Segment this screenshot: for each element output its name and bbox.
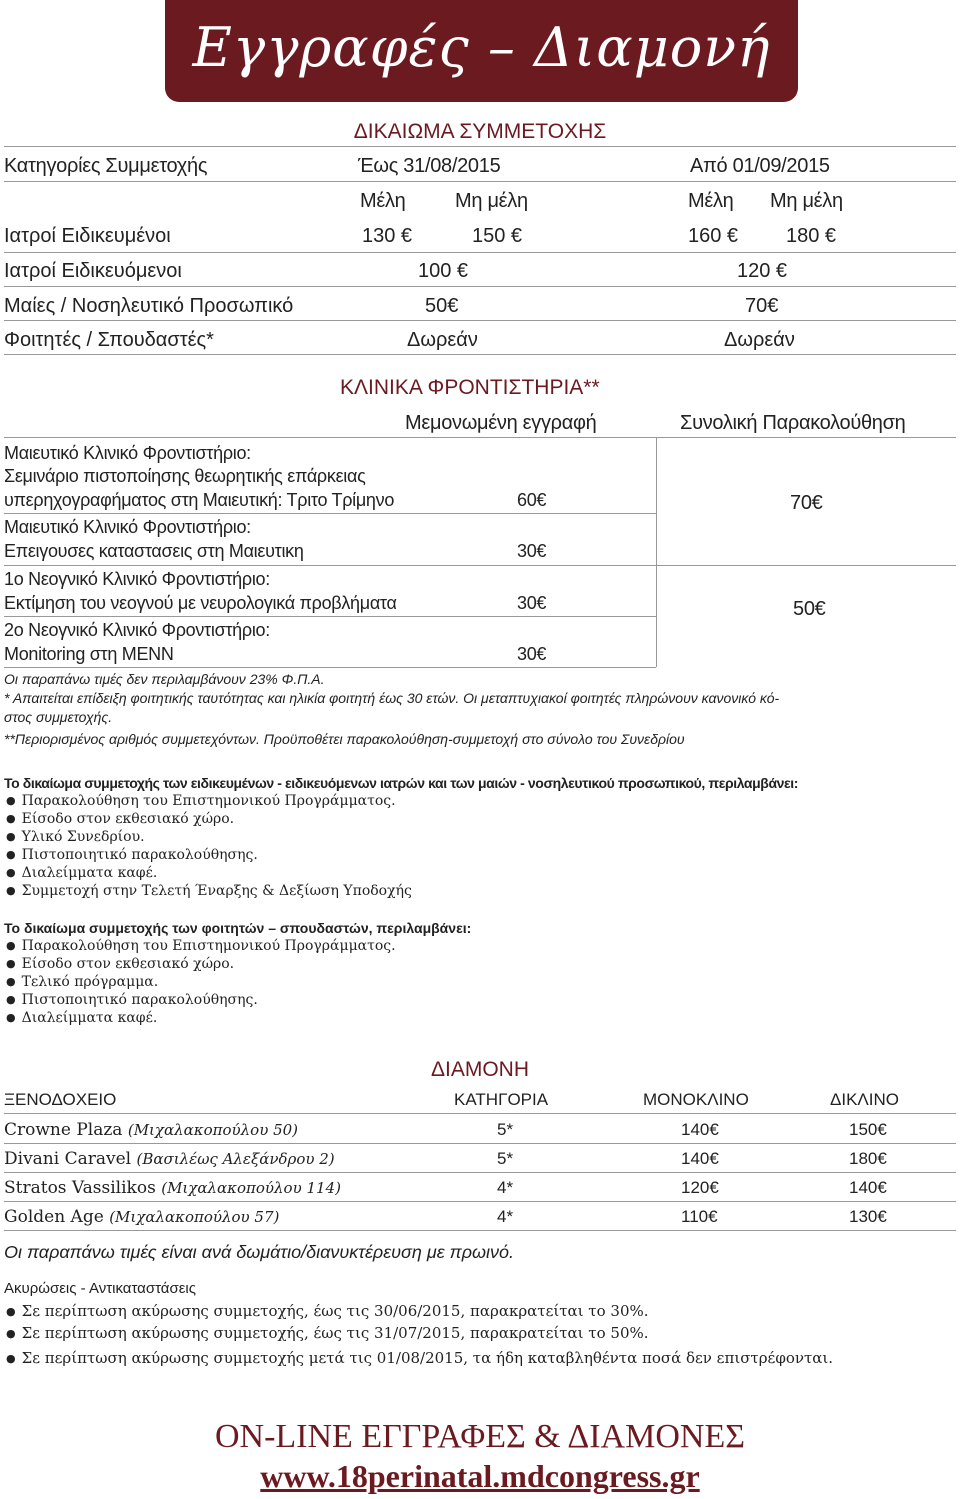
clinical-item-price: 30€ (517, 541, 547, 561)
fees-row-price: 120 € (737, 260, 788, 282)
hotel-address: (Μιχαλακοπούλου 114) (161, 1179, 341, 1197)
fees-row-price: 150 € (472, 225, 523, 247)
clinical-total-price: 70€ (790, 492, 823, 514)
clinical-col-single: Μεμονωμένη εγγραφή (405, 412, 597, 434)
clinical-item-line: Μαιευτικό Κλινικό Φροντιστήριο: (4, 443, 251, 463)
divider (4, 1201, 956, 1202)
divider (4, 513, 656, 514)
divider (4, 320, 956, 321)
divider (4, 667, 656, 668)
hotels-heading: ΔΙΑΜΟΝΗ (430, 1058, 530, 1081)
clinical-item-line: Επειγουσες καταστασεις στη Μαιευτικη (4, 541, 304, 561)
hotel-name: Divani Caravel (4, 1149, 132, 1169)
vat-note: Οι παραπάνω τιμές δεν περιλαμβάνουν 23% Φ.Π.Α. (4, 671, 325, 687)
fees-members-1: Μέλη (360, 190, 406, 212)
divider (4, 1172, 956, 1173)
divider (4, 565, 956, 566)
hotel-name: Golden Age (4, 1207, 104, 1227)
clinical-item-price: 30€ (517, 644, 547, 664)
fees-period-2: Από 01/09/2015 (690, 155, 830, 177)
fees-row-price: 100 € (418, 260, 469, 282)
limited-note: **Περιορισμένος αριθμός συμμετεχόντων. Προϋποθέτει παρακολούθηση-συμμετοχή στο σύνολο του Συνεδρίου (4, 731, 685, 747)
hotel-row-name (4, 1178, 341, 1198)
clinical-heading: ΚΛΙΝΙΚΑ ΦΡΟΝΤΙΣΤΗΡΙΑ** (340, 376, 600, 399)
clinical-item-line: 2ο Νεογνικό Κλινικό Φροντιστήριο: (4, 620, 270, 640)
clinical-item-line: Μαιευτικό Κλινικό Φροντιστήριο: (4, 517, 251, 537)
fees-row-price: 130 € (362, 225, 413, 247)
hotels-col-double: ΔΙΚΛΙΝΟ (830, 1090, 899, 1109)
fees-row-label: Ιατροί Ειδικευόμενοι (4, 260, 182, 282)
list-item: ● Είσοδο στον εκθεσιακό χώρο. (6, 811, 234, 827)
list-item: ● Διαλείμματα καφέ. (6, 865, 157, 881)
fees-row-label: Μαίες / Νοσηλευτικό Προσωπικό (4, 295, 294, 317)
divider (4, 286, 956, 287)
hotel-address: (Βασιλέως Αλεξάνδρου 2) (136, 1150, 335, 1168)
list-item: ● Παρακολούθηση του Επιστημονικού Προγράμματος. (6, 793, 396, 809)
clinical-item-price: 30€ (517, 593, 547, 613)
fees-row-price: 70€ (745, 295, 779, 317)
hotel-address: (Μιχαλακοπούλου 50) (127, 1121, 299, 1139)
hotel-single-price: 140€ (681, 1120, 719, 1139)
clinical-item-line: υπερηχογραφήματος στη Μαιευτική: Τριτο Τρίμηνο (4, 490, 395, 510)
divider (4, 181, 956, 182)
clinical-col-total: Συνολική Παρακολούθηση (680, 412, 906, 434)
online-registration-cta: ON-LINE ΕΓΓΡΑΦΕΣ & ΔΙΑΜΟΝΕΣ (214, 1418, 746, 1455)
hotel-category: 4* (497, 1178, 514, 1197)
list-item: ● Σε περίπτωση ακύρωσης συμμετοχής, έως τις 31/07/2015, παρακρατείται το 50%. (6, 1324, 649, 1342)
fees-row-price: Δωρεάν (407, 329, 478, 351)
list-item: ● Σε περίπτωση ακύρωσης συμμετοχής, έως τις 30/06/2015, παρακρατείται το 30%. (6, 1302, 649, 1320)
hotel-address: (Μιχαλακοπούλου 57) (109, 1208, 280, 1226)
students-note: * Απαιτείται επίδειξη φοιτητικής ταυτότητας και ηλικία φοιτητή έως 30 ετών. Οι μεταπτυχιακοί φοιτητές πληρώνουν κανονικό κό- (4, 690, 780, 706)
clinical-item-price: 60€ (517, 490, 547, 510)
hotel-category: 5* (497, 1120, 514, 1139)
list-item: ● Παρακολούθηση του Επιστημονικού Προγράμματος. (6, 938, 396, 954)
column-divider (656, 437, 657, 667)
divider (4, 354, 956, 355)
hotels-col-category: ΚΑΤΗΓΟΡΙΑ (454, 1090, 549, 1109)
fees-non-members-2: Μη μέλη (770, 190, 843, 212)
banner-title: Εγγραφές – Διαμονή (192, 16, 771, 79)
fees-row-price: 50€ (425, 295, 459, 317)
includes-students-title: Το δικαίωμα συμμετοχής των φοιτητών – σπουδαστών, περιλαμβάνει: (4, 920, 472, 936)
website-link[interactable]: www.18perinatal.mdcongress.gr (260, 1458, 700, 1494)
includes-pro-title: Το δικαίωμα συμμετοχής των ειδικευμένων - ειδικευόμενων ιατρών και των μαιών - νοσηλευτικού προσωπικού, περιλαμβάνει: (4, 775, 799, 791)
clinical-item-line: Σεμινάριο πιστοποίησης θεωρητικής επάρκειας (4, 466, 366, 486)
hotels-col-single: ΜΟΝΟΚΛΙΝΟ (643, 1090, 749, 1109)
title-banner (165, 0, 798, 102)
hotel-row-name (4, 1120, 298, 1140)
list-item: ● Πιστοποιητικό παρακολούθησης. (6, 847, 258, 863)
clinical-item-line: Monitoring στη ΜΕΝΝ (4, 644, 174, 664)
hotel-double-price: 180€ (849, 1149, 887, 1168)
divider (4, 252, 956, 253)
list-item: ● Υλικό Συνεδρίου. (6, 829, 145, 845)
fees-row-label: Φοιτητές / Σπουδαστές* (4, 329, 214, 351)
divider (4, 146, 956, 147)
divider (4, 1113, 956, 1114)
fees-non-members-1: Μη μέλη (455, 190, 528, 212)
clinical-total-price: 50€ (793, 598, 826, 620)
hotel-single-price: 110€ (681, 1207, 718, 1226)
fees-row-price: Δωρεάν (724, 329, 795, 351)
list-item: ● Είσοδο στον εκθεσιακό χώρο. (6, 956, 234, 972)
list-item: ● Πιστοποιητικό παρακολούθησης. (6, 992, 258, 1008)
hotel-single-price: 120€ (681, 1178, 719, 1197)
fees-period-1: Έως 31/08/2015 (358, 155, 501, 177)
divider (4, 437, 956, 438)
hotel-single-price: 140€ (681, 1149, 719, 1168)
hotel-double-price: 130€ (849, 1207, 887, 1226)
students-note-cont: στος συμμετοχής. (4, 709, 113, 725)
hotel-double-price: 140€ (849, 1178, 887, 1197)
list-item: ● Τελικό πρόγραμμα. (6, 974, 158, 990)
hotel-name: Crowne Plaza (4, 1120, 123, 1140)
hotels-col-hotel: ΞΕΝΟΔΟΧΕΙΟ (4, 1090, 117, 1109)
list-item: ● Συμμετοχή στην Τελετή Έναρξης & Δεξίωση Υποδοχής (6, 883, 412, 899)
list-item: ● Διαλείμματα καφέ. (6, 1010, 157, 1026)
divider (4, 1230, 956, 1231)
hotel-category: 4* (497, 1207, 514, 1226)
fees-col-category: Κατηγορίες Συμμετοχής (4, 155, 208, 177)
hotels-note: Οι παραπάνω τιμές είναι ανά δωμάτιο/διανυκτέρευση με πρωινό. (4, 1242, 515, 1262)
list-item: ● Σε περίπτωση ακύρωσης συμμετοχής μετά τις 01/08/2015, τα ήδη καταβληθέντα ποσά δεν επιστρέφονται. (6, 1349, 833, 1367)
hotel-double-price: 150€ (849, 1120, 887, 1139)
fees-row-label: Ιατροί Ειδικευμένοι (4, 225, 171, 247)
fees-row-price: 180 € (786, 225, 837, 247)
hotel-row-name (4, 1207, 279, 1227)
clinical-item-line: 1ο Νεογνικό Κλινικό Φροντιστήριο: (4, 569, 270, 589)
fees-row-price: 160 € (688, 225, 739, 247)
cancellations-title: Ακυρώσεις - Αντικαταστάσεις (4, 1280, 196, 1297)
hotel-name: Stratos Vassilikos (4, 1178, 156, 1198)
divider (4, 616, 656, 617)
fees-heading: ΔΙΚΑΙΩΜΑ ΣΥΜΜΕΤΟΧΗΣ (353, 120, 607, 143)
hotel-row-name (4, 1149, 335, 1169)
divider (4, 1143, 956, 1144)
fees-members-2: Μέλη (688, 190, 734, 212)
hotel-category: 5* (497, 1149, 514, 1168)
clinical-item-line: Εκτίμηση του νεογνού με νευρολογικά προβλήματα (4, 593, 397, 613)
